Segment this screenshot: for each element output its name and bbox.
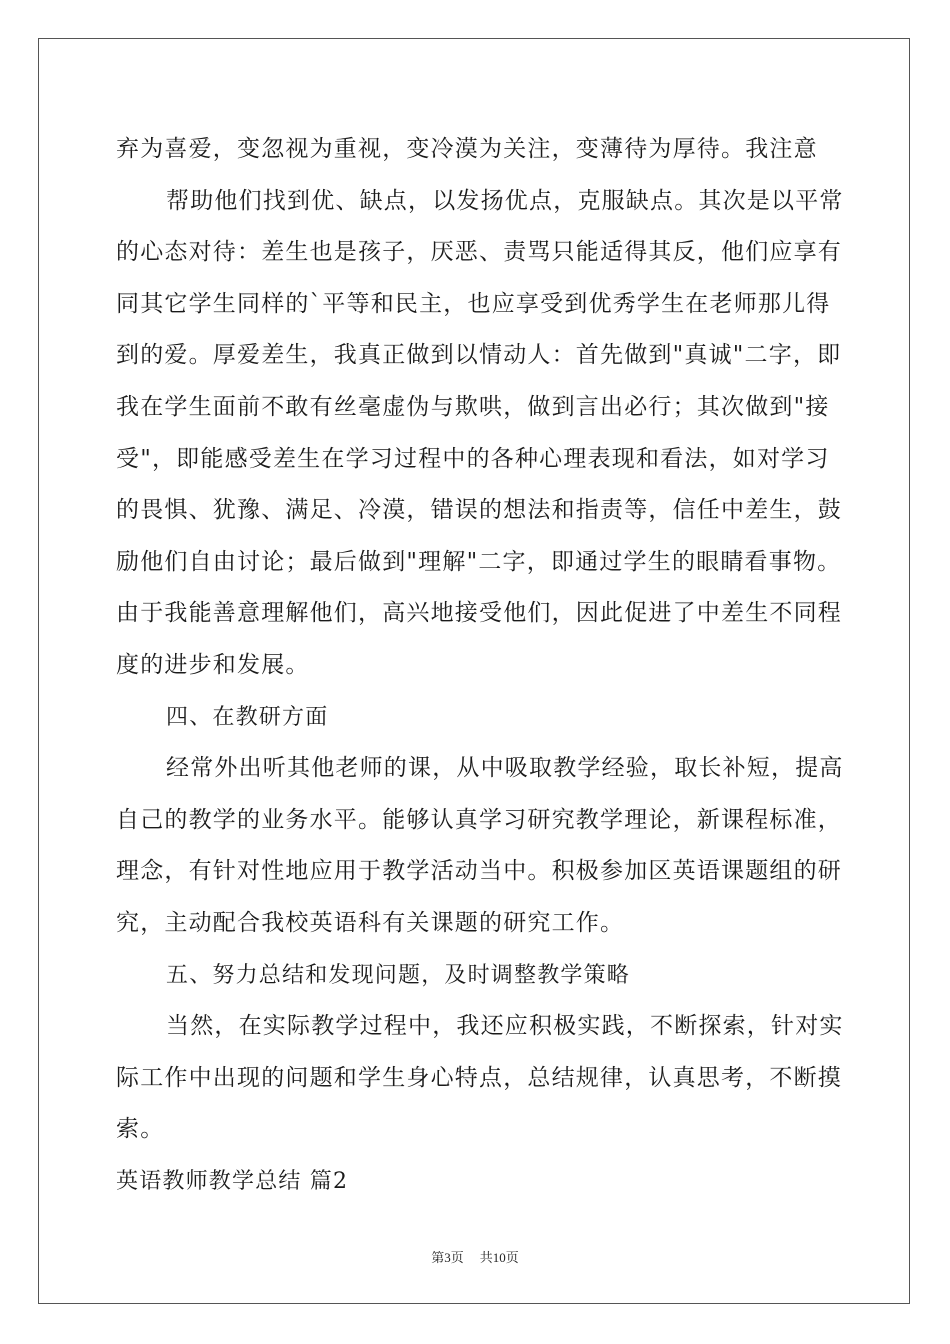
text-line: 励他们自由讨论；最后做到"理解"二字，即通过学生的眼睛看事物。 (116, 548, 842, 575)
text-line: 当然，在实际教学过程中，我还应积极实践，不断探索，针对实 (166, 1013, 844, 1040)
text-line: 受"，即能感受差生在学习过程中的各种心理表现和看法，如对学习 (116, 445, 830, 472)
section-heading: 五、努力总结和发现问题，及时调整教学策略 (166, 962, 631, 988)
text-line: 究，主动配合我校英语科有关课题的研究工作。 (116, 909, 625, 936)
text-line: 我在学生面前不敢有丝毫虚伪与欺哄，做到言出必行；其次做到"接 (116, 393, 830, 420)
text-line: 自己的教学的业务水平。能够认真学习研究教学理论，新课程标准， (116, 806, 842, 833)
text-line: 的畏惧、犹豫、满足、冷漠，错误的想法和指责等，信任中差生，鼓 (116, 497, 842, 524)
text-line: 索。 (116, 1116, 165, 1143)
text-line: 际工作中出现的问题和学生身心特点，总结规律，认真思考，不断摸 (116, 1064, 842, 1091)
text-line: 到的爱。厚爱差生，我真正做到以情动人：首先做到"真诚"二字，即 (116, 342, 842, 369)
text-line: 弃为喜爱，变忽视为重视，变冷漠为关注，变薄待为厚待。我注意 (116, 136, 818, 162)
document-body (116, 124, 844, 1207)
text-line: 度的进步和发展。 (116, 651, 310, 678)
text-line: 由于我能善意理解他们，高兴地接受他们，因此促进了中差生不同程 (116, 600, 842, 627)
text-line: 帮助他们找到优、缺点，以发扬优点，克服缺点。其次是以平常 (166, 187, 844, 214)
page-total: 共10页 (479, 1250, 519, 1265)
text-line: 经常外出听其他老师的课，从中吸取教学经验，取长补短，提高 (166, 755, 844, 782)
text-line: 理念，有针对性地应用于教学活动当中。积极参加区英语课题组的研 (116, 858, 842, 885)
page-number: 第3页 (431, 1250, 464, 1265)
article-title: 英语教师教学总结 篇2 (116, 1168, 349, 1194)
text-line: 同其它学生同样的`平等和民主，也应享受到优秀学生在老师那儿得 (116, 290, 831, 317)
section-heading: 四、在教研方面 (166, 704, 329, 730)
page-footer (0, 1247, 950, 1266)
text-line: 的心态对待：差生也是孩子，厌恶、责骂只能适得其反，他们应享有 (116, 239, 842, 266)
